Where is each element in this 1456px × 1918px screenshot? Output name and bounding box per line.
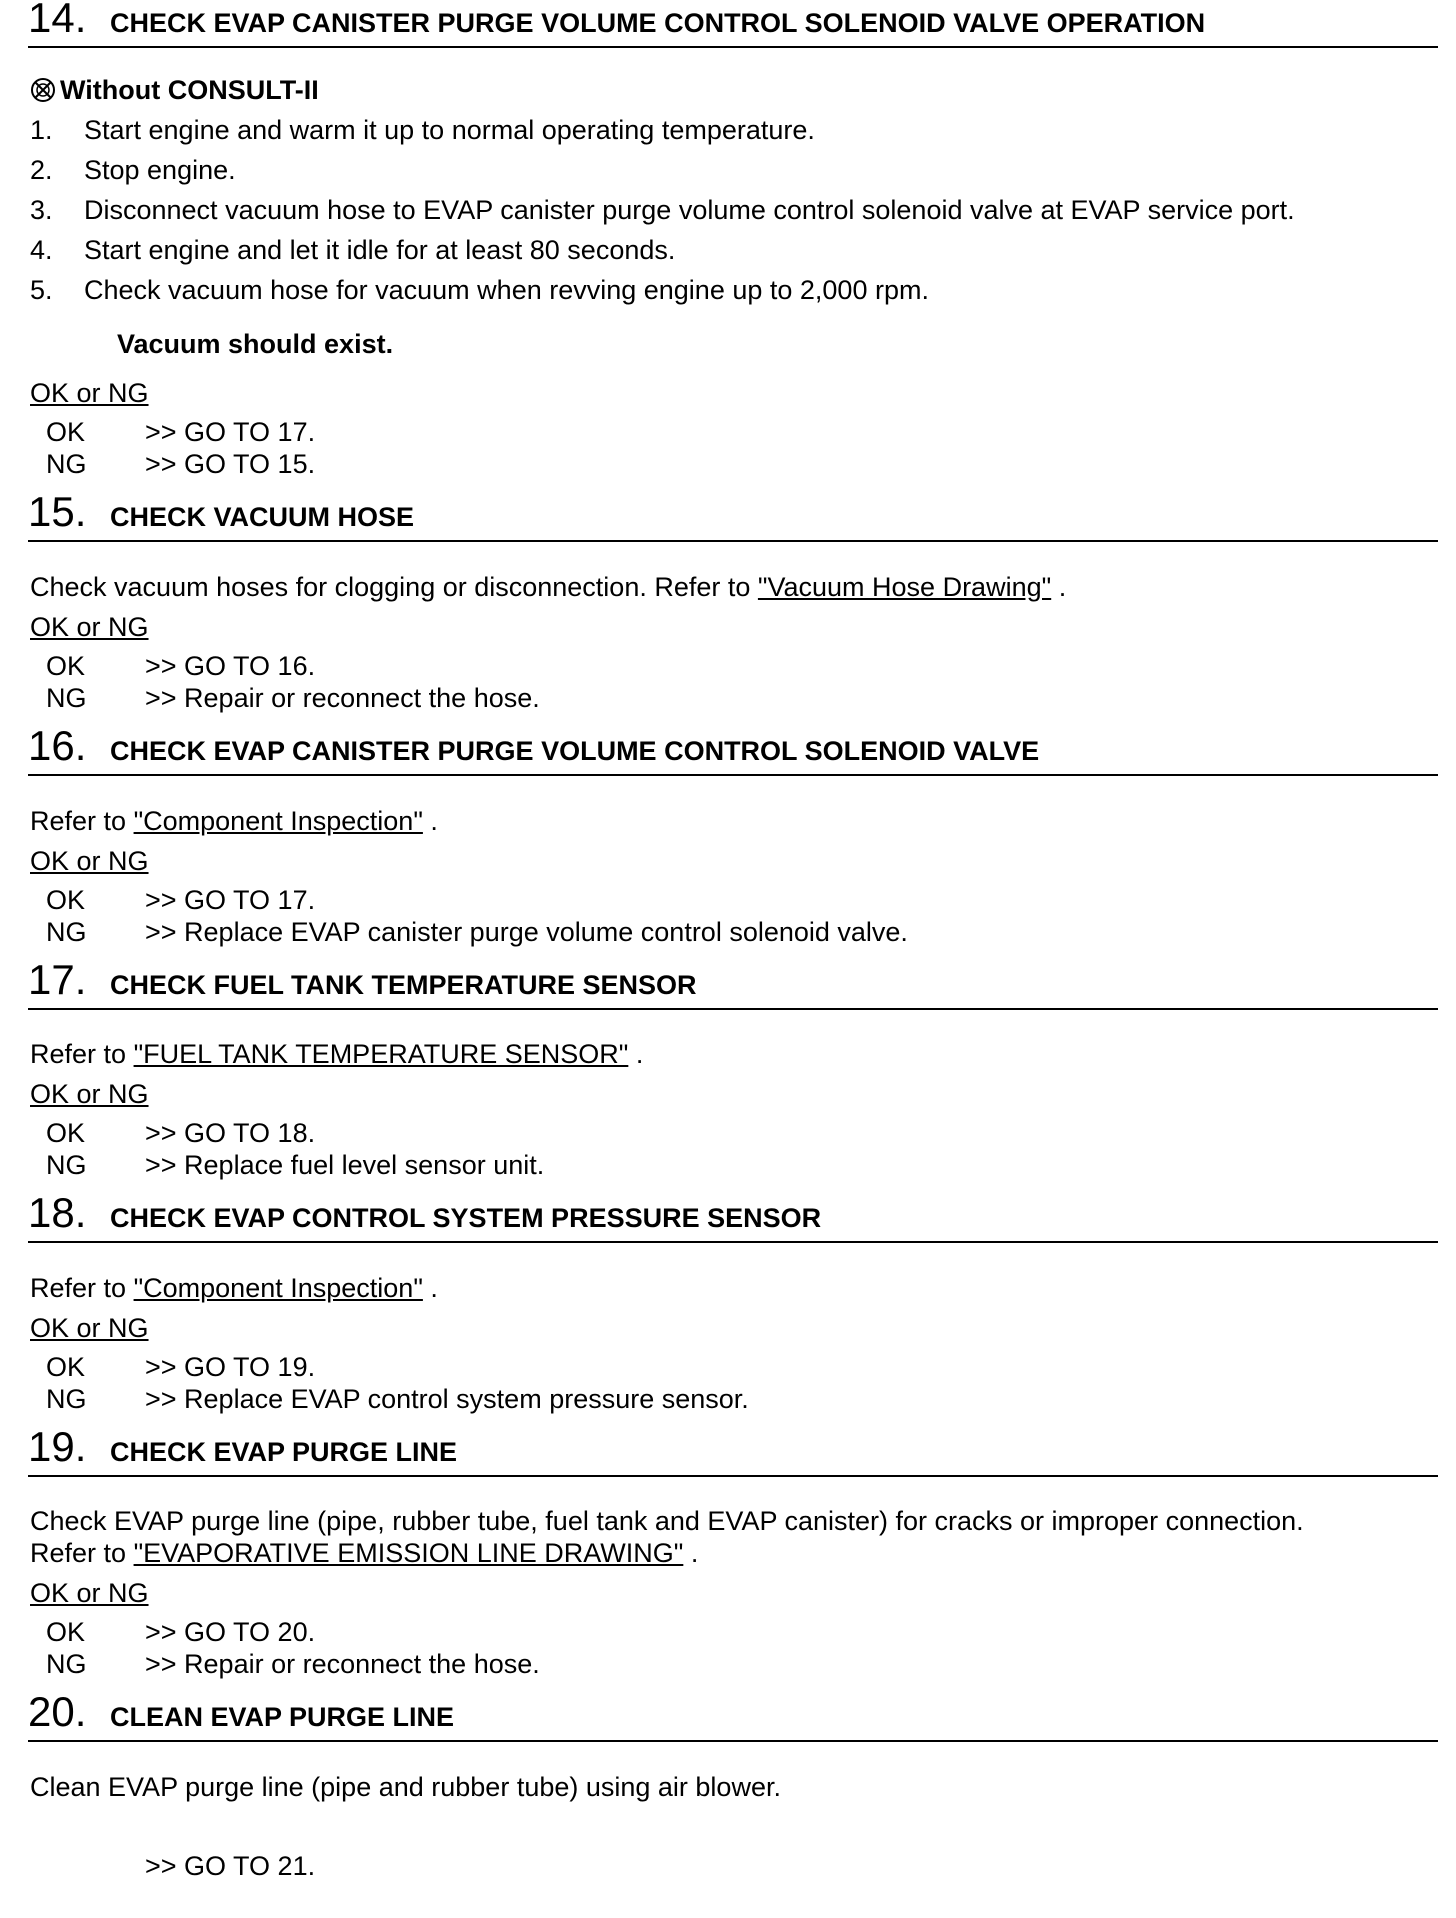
- period: .: [635, 1039, 644, 1069]
- instruction: Refer to: [30, 806, 127, 836]
- list-number: 5.: [30, 275, 53, 305]
- step-18-header: [28, 1189, 1438, 1243]
- list-item: Disconnect vacuum hose to EVAP canister purge volume control solenoid valve at EVAP service port.: [84, 195, 1295, 225]
- ng-action: >> Replace EVAP canister purge volume control solenoid valve.: [145, 917, 908, 947]
- ok-ng-label: OK or NG: [30, 846, 149, 876]
- step-14-header: [28, 0, 1438, 48]
- ok-action: >> GO TO 18.: [145, 1118, 316, 1148]
- ng-label: NG: [46, 449, 87, 479]
- ng-label: NG: [46, 1150, 87, 1180]
- step-15-header: [28, 488, 1438, 542]
- period: .: [1058, 572, 1067, 602]
- step-title: CHECK VACUUM HOSE: [110, 502, 415, 532]
- ok-ng-label: OK or NG: [30, 612, 149, 642]
- step-title: CHECK EVAP CANISTER PURGE VOLUME CONTROL SOLENOID VALVE: [110, 736, 1040, 766]
- instruction-text: [30, 1272, 438, 1304]
- ok-label: OK: [46, 1352, 86, 1382]
- list-item: Check vacuum hose for vacuum when revving engine up to 2,000 rpm.: [84, 275, 929, 305]
- step-number: 18.: [28, 1189, 87, 1236]
- step-number: 16.: [28, 722, 87, 769]
- vacuum-hose-drawing-link[interactable]: "Vacuum Hose Drawing": [757, 572, 1052, 602]
- ng-label: NG: [46, 917, 87, 947]
- instruction-text: [30, 1038, 643, 1070]
- without-consult-icon: [30, 77, 56, 103]
- step-title: CHECK FUEL TANK TEMPERATURE SENSOR: [110, 970, 697, 1000]
- ng-action: >> Repair or reconnect the hose.: [145, 683, 540, 713]
- step-title: CHECK EVAP CANISTER PURGE VOLUME CONTROL SOLENOID VALVE OPERATION: [110, 8, 1206, 38]
- list-item: Stop engine.: [84, 155, 236, 185]
- step-19-header: [28, 1423, 1438, 1477]
- component-inspection-link[interactable]: "Component Inspection": [133, 1273, 423, 1303]
- period: .: [430, 806, 438, 836]
- ok-label: OK: [46, 1617, 86, 1647]
- ok-label: OK: [46, 1118, 86, 1148]
- ng-label: NG: [46, 1649, 87, 1679]
- next-action: >> GO TO 21.: [145, 1851, 316, 1881]
- ok-action: >> GO TO 19.: [145, 1352, 316, 1382]
- ok-label: OK: [46, 885, 86, 915]
- instruction: Refer to: [30, 1273, 127, 1303]
- instruction-text: Check EVAP purge line (pipe, rubber tube, fuel tank and EVAP canister) for cracks or improper connection.: [30, 1506, 1304, 1536]
- component-inspection-link[interactable]: "Component Inspection": [133, 806, 423, 836]
- instruction: Refer to: [30, 1039, 127, 1069]
- list-number: 4.: [30, 235, 53, 265]
- instruction-text: Clean EVAP purge line (pipe and rubber tube) using air blower.: [30, 1772, 781, 1802]
- fuel-tank-temperature-sensor-link[interactable]: "FUEL TANK TEMPERATURE SENSOR": [133, 1039, 629, 1069]
- list-number: 2.: [30, 155, 53, 185]
- step-number: 15.: [28, 488, 87, 535]
- list-item: Start engine and warm it up to normal operating temperature.: [84, 115, 815, 145]
- ok-action: >> GO TO 16.: [145, 651, 316, 681]
- instruction-text: [30, 571, 1066, 603]
- step-number: 17.: [28, 956, 87, 1003]
- spec-text: Vacuum should exist.: [117, 329, 394, 359]
- instruction-text: [30, 805, 438, 837]
- list-item: Start engine and let it idle for at least 80 seconds.: [84, 235, 676, 265]
- period: .: [690, 1538, 699, 1568]
- method-text: Without CONSULT-II: [60, 75, 319, 105]
- ok-action: >> GO TO 17.: [145, 417, 316, 447]
- instruction: Check vacuum hoses for clogging or disconnection. Refer to: [30, 572, 751, 602]
- ok-label: OK: [46, 651, 86, 681]
- list-number: 3.: [30, 195, 53, 225]
- step-17-header: [28, 956, 1438, 1010]
- step-title: CHECK EVAP CONTROL SYSTEM PRESSURE SENSOR: [110, 1203, 822, 1233]
- ok-ng-label: OK or NG: [30, 1079, 149, 1109]
- ng-label: NG: [46, 1384, 87, 1414]
- ng-action: >> GO TO 15.: [145, 449, 316, 479]
- ok-ng-label: OK or NG: [30, 378, 149, 408]
- evaporative-emission-line-drawing-link[interactable]: "EVAPORATIVE EMISSION LINE DRAWING": [133, 1538, 684, 1568]
- list-number: 1.: [30, 115, 53, 145]
- period: .: [430, 1273, 438, 1303]
- instruction-text: [30, 1537, 698, 1569]
- ok-action: >> GO TO 17.: [145, 885, 316, 915]
- ok-action: >> GO TO 20.: [145, 1617, 316, 1647]
- ok-ng-label: OK or NG: [30, 1313, 149, 1343]
- step-title: CLEAN EVAP PURGE LINE: [110, 1702, 455, 1732]
- ok-label: OK: [46, 417, 86, 447]
- instruction: Refer to: [30, 1538, 127, 1568]
- step-number: 20.: [28, 1688, 87, 1735]
- step-number: 19.: [28, 1423, 87, 1470]
- step-16-header: [28, 722, 1438, 776]
- ng-action: >> Replace fuel level sensor unit.: [145, 1150, 545, 1180]
- ng-label: NG: [46, 683, 87, 713]
- step-title: CHECK EVAP PURGE LINE: [110, 1437, 458, 1467]
- ok-ng-label: OK or NG: [30, 1578, 149, 1608]
- ng-action: >> Repair or reconnect the hose.: [145, 1649, 540, 1679]
- step-number: 14.: [28, 0, 87, 41]
- ng-action: >> Replace EVAP control system pressure sensor.: [145, 1384, 749, 1414]
- step-20-header: [28, 1688, 1438, 1742]
- method-label: [30, 74, 319, 106]
